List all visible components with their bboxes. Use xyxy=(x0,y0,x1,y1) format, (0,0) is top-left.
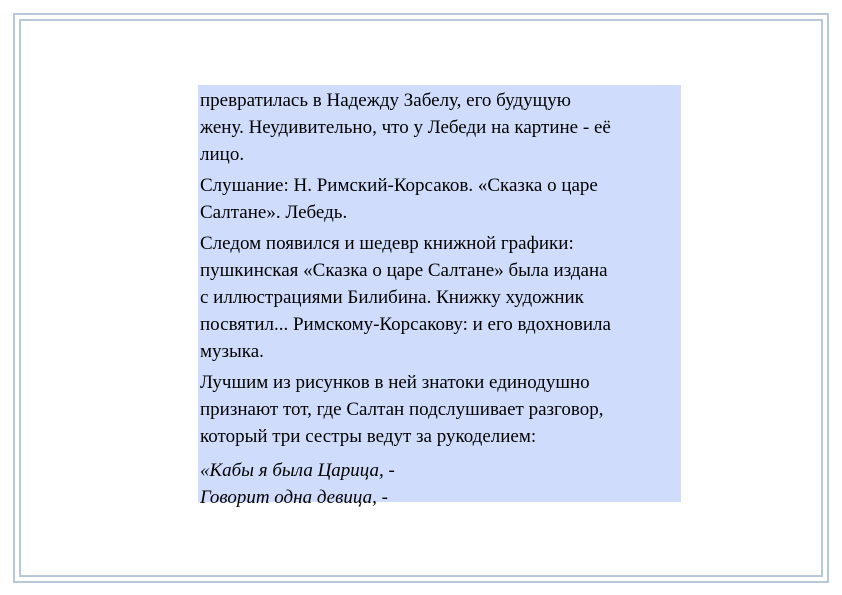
text-line: «Кабы я была Царица, - xyxy=(200,460,395,481)
paragraph-poem-quote xyxy=(200,457,681,511)
paragraph-best-drawing xyxy=(200,369,681,450)
text-line: Слушание: Н. Римский-Корсаков. «Сказка о царе xyxy=(200,175,598,196)
paragraph-listening xyxy=(200,172,681,226)
text-line: Салтане». Лебедь. xyxy=(200,202,348,223)
text-line: жену. Неудивительно, что у Лебеди на картине - её xyxy=(200,117,611,138)
text-line: признают тот, где Салтан подслушивает разговор, xyxy=(200,399,604,420)
text-line: посвятил... Римскому-Корсакову: и его вдохновила xyxy=(200,314,611,335)
text-line: превратилась в Надежду Забелу, его будущую xyxy=(200,90,571,111)
text-line: Следом появился и шедевр книжной графики: xyxy=(200,233,574,254)
paragraph-bilibin xyxy=(200,230,681,365)
text-line: лицо. xyxy=(200,144,245,165)
text-block xyxy=(198,85,681,508)
paragraph-zabela xyxy=(200,87,681,168)
text-line: который три сестры ведут за рукоделием: xyxy=(200,426,537,447)
text-line: Говорит одна девица, - xyxy=(200,487,388,508)
text-line: Лучшим из рисунков в ней знатоки единодушно xyxy=(200,372,590,393)
text-line: пушкинская «Сказка о царе Салтане» была издана xyxy=(200,260,608,281)
text-line: музыка. xyxy=(200,341,264,362)
text-line: с иллюстрациями Билибина. Книжку художник xyxy=(200,287,584,308)
